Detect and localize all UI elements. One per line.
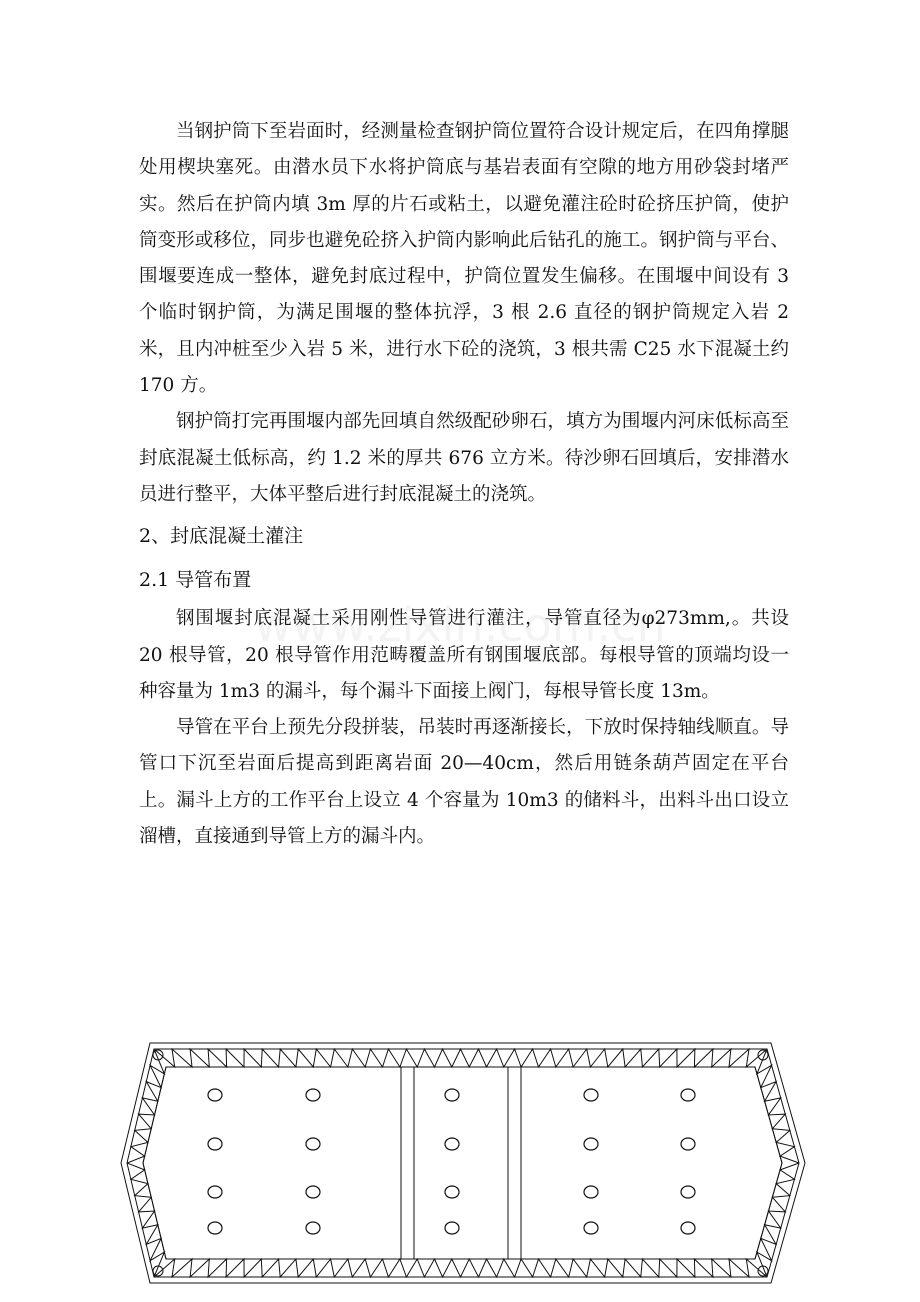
pipe-circle <box>445 1138 459 1150</box>
subsection-heading: 2.1 导管布置 <box>139 569 252 592</box>
pipe-circle <box>306 1186 320 1198</box>
pipe-circle <box>306 1089 320 1101</box>
pipe-circle <box>584 1222 598 1234</box>
pipe-circle <box>681 1186 695 1198</box>
pipe-circle <box>306 1138 320 1150</box>
pipe-circle <box>584 1089 598 1101</box>
truss-web <box>154 1049 767 1067</box>
paragraph: 钢护筒打完再围堰内部先回填自然级配砂卵石，填方为围堰内河床低标高至封底混凝土低标高，约 1.2 米的厚共 676 立方米。待沙卵石回填后，安排潜水员进行整平，大体平整后进行封底混凝土的浇筑。 <box>139 411 789 505</box>
paragraph: 导管在平台上预先分段拼装，吊装时再逐渐接长，下放时保持轴线顺直。导管口下沉至岩面后提高到距离岩面 20—40cm，然后用链条葫芦固定在平台上。漏斗上方的工作平台上设立 4 个容量为 10m3 的储料斗，出料斗出口设立溜槽，直接通到导管上方的漏斗内。 <box>139 717 789 848</box>
pipe-circle <box>445 1222 459 1234</box>
pipe-circle <box>306 1222 320 1234</box>
pipe-circle <box>445 1089 459 1101</box>
cofferdam-plan-diagram <box>118 1040 808 1290</box>
outer-wall-inner-line <box>127 1049 799 1277</box>
pipe-circle <box>445 1186 459 1198</box>
watermark <box>0 598 920 652</box>
paragraph: 钢围堰封底混凝土采用刚性导管进行灌注，导管直径为φ273mm,。共设 20 根导管，20 根导管作用范畴覆盖所有钢围堰底部。每根导管的顶端均设一种容量为 1m3 的漏斗，每个漏斗下面接上阀门，每根导管长度 13m。 <box>139 608 789 702</box>
truss-frame <box>121 1043 805 1283</box>
pipe-circle <box>208 1186 222 1198</box>
pipe-circle <box>681 1138 695 1150</box>
body-text <box>139 114 789 855</box>
pipe-circle <box>584 1138 598 1150</box>
section-heading: 2、封底混凝土灌注 <box>139 525 304 548</box>
outer-wall <box>121 1043 805 1283</box>
pipe-grid <box>208 1089 695 1234</box>
pipe-circle <box>208 1089 222 1101</box>
pipe-circle <box>681 1222 695 1234</box>
truss-web <box>127 1049 164 1163</box>
pipe-circle <box>208 1138 222 1150</box>
truss-web <box>127 1163 164 1277</box>
pipe-circle <box>208 1222 222 1234</box>
pipe-circle <box>681 1089 695 1101</box>
truss-web <box>154 1259 767 1277</box>
pipe-circle <box>584 1186 598 1198</box>
paragraph: 当钢护筒下至岩面时，经测量检查钢护筒位置符合设计规定后，在四角撑腿处用楔块塞死。由潜水员下水将护筒底与基岩表面有空隙的地方用砂袋封堵严实。然后在护筒内填 3m 厚的片石或粘土，以避免灌注砼时砼挤压护筒，使护筒变形或移位，同步也避免砼挤入护筒内影响此后钻孔的施工。钢护筒与平台、围堰要连成一整体，避免封底过程中，护筒位置发生偏移。在围堰中间设有 3 个临时钢护筒，为满足围堰的整体抗浮，3 根 2.6 直径的钢护筒规定入岩 2 米，且内冲桩至少入岩 5 米，进行水下砼的浇筑，3 根共需 C25 水下混凝土约 170 方。 <box>139 121 789 397</box>
